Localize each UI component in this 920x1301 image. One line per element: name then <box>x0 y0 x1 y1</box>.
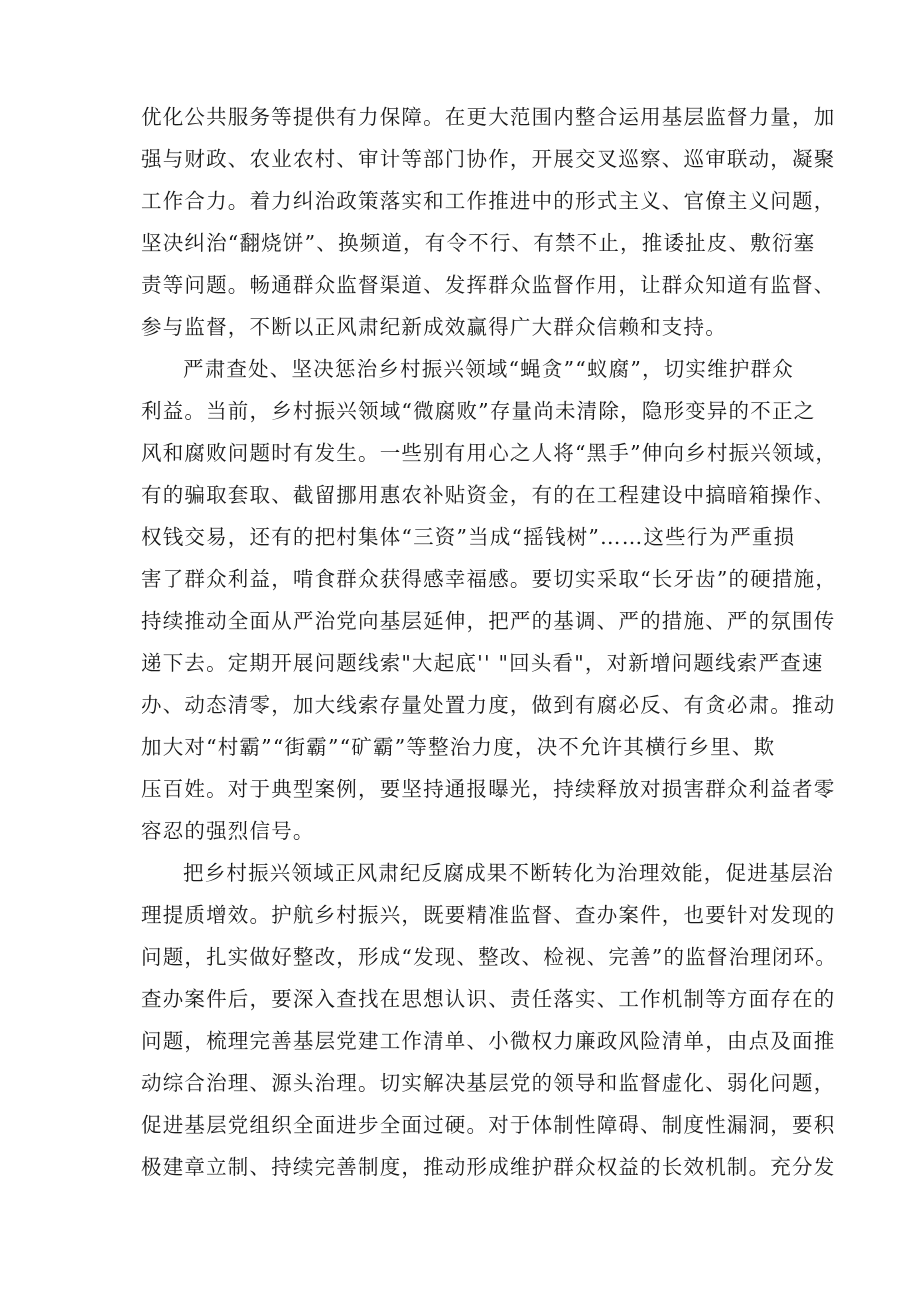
paragraph-1-line-6: 参与监督，不断以正风肃纪新成效赢得广大群众信赖和支持。 <box>141 315 727 339</box>
paragraph-1-line-4: 坚决纠治“翻烧饼”、换频道，有令不行、有禁不止，推诿扯皮、敷衍塞 <box>141 231 816 255</box>
paragraph-2-line-11: 压百姓。对于典型案例，要坚持通报曝光，持续释放对损害群众利益者零 <box>141 777 836 801</box>
paragraph-2-line-12: 容忍的强烈信号。 <box>141 819 315 843</box>
paragraph-2-line-2: 利益。当前，乡村振兴领域“微腐败”存量尚未清除，隐形变异的不正之 <box>141 399 816 423</box>
paragraph-3-line-1: 把乡村振兴领域正风肃纪反腐成果不断转化为治理效能，促进基层治 <box>183 861 834 885</box>
paragraph-1-line-1: 优化公共服务等提供有力保障。在更大范围内整合运用基层监督力量，加 <box>141 105 836 129</box>
paragraph-3-line-3: 问题，扎实做好整改，形成“发现、整改、检视、完善”的监督治理闭环。 <box>141 945 838 969</box>
paragraph-3-line-2: 理提质增效。护航乡村振兴，既要精准监督、查办案件，也要针对发现的 <box>141 903 836 927</box>
paragraph-2-line-3: 风和腐败问题时有发生。一些别有用心之人将“黑手”伸向乡村振兴领域， <box>141 441 838 465</box>
paragraph-3-line-8: 极建章立制、持续完善制度，推动形成维护群众权益的长效机制。充分发 <box>141 1155 836 1179</box>
paragraph-3-line-4: 查办案件后，要深入查找在思想认识、责任落实、工作机制等方面存在的 <box>141 987 836 1011</box>
paragraph-2-line-4: 有的骗取套取、截留挪用惠农补贴资金，有的在工程建设中搞暗箱操作、 <box>141 483 836 507</box>
paragraph-2-line-1: 严肃查处、坚决惩治乡村振兴领域“蝇贪”“蚁腐”，切实维护群众 <box>183 357 794 381</box>
paragraph-2-line-5: 权钱交易，还有的把村集体“三资”当成“摇钱树”……这些行为严重损 <box>141 525 796 549</box>
paragraph-2-line-6: 害了群众利益，啃食群众获得感幸福感。要切实采取“长牙齿”的硬措施， <box>141 567 838 591</box>
paragraph-2-line-10: 加大对“村霸”“街霸”“矿霸”等整治力度，决不允许其横行乡里、欺 <box>141 735 776 759</box>
paragraph-1-line-5: 责等问题。畅通群众监督渠道、发挥群众监督作用，让群众知道有监督、 <box>141 273 836 297</box>
paragraph-1-line-3: 工作合力。着力纠治政策落实和工作推进中的形式主义、官僚主义问题， <box>141 189 836 213</box>
paragraph-3-line-7: 促进基层党组织全面进步全面过硬。对于体制性障碍、制度性漏洞，要积 <box>141 1113 836 1137</box>
paragraph-2-line-9: 办、动态清零，加大线索存量处置力度，做到有腐必反、有贪必肃。推动 <box>141 693 836 717</box>
paragraph-3-line-6: 动综合治理、源头治理。切实解决基层党的领导和监督虚化、弱化问题， <box>141 1071 836 1095</box>
paragraph-2-line-7: 持续推动全面从严治党向基层延伸，把严的基调、严的措施、严的氛围传 <box>141 609 836 633</box>
paragraph-1-line-2: 强与财政、农业农村、审计等部门协作，开展交叉巡察、巡审联动，凝聚 <box>141 147 836 171</box>
paragraph-3-line-5: 问题，梳理完善基层党建工作清单、小微权力廉政风险清单，由点及面推 <box>141 1029 836 1053</box>
paragraph-2-line-8: 递下去。定期开展问题线索"大起底'' "回头看"，对新增问题线索严查速 <box>141 651 824 675</box>
